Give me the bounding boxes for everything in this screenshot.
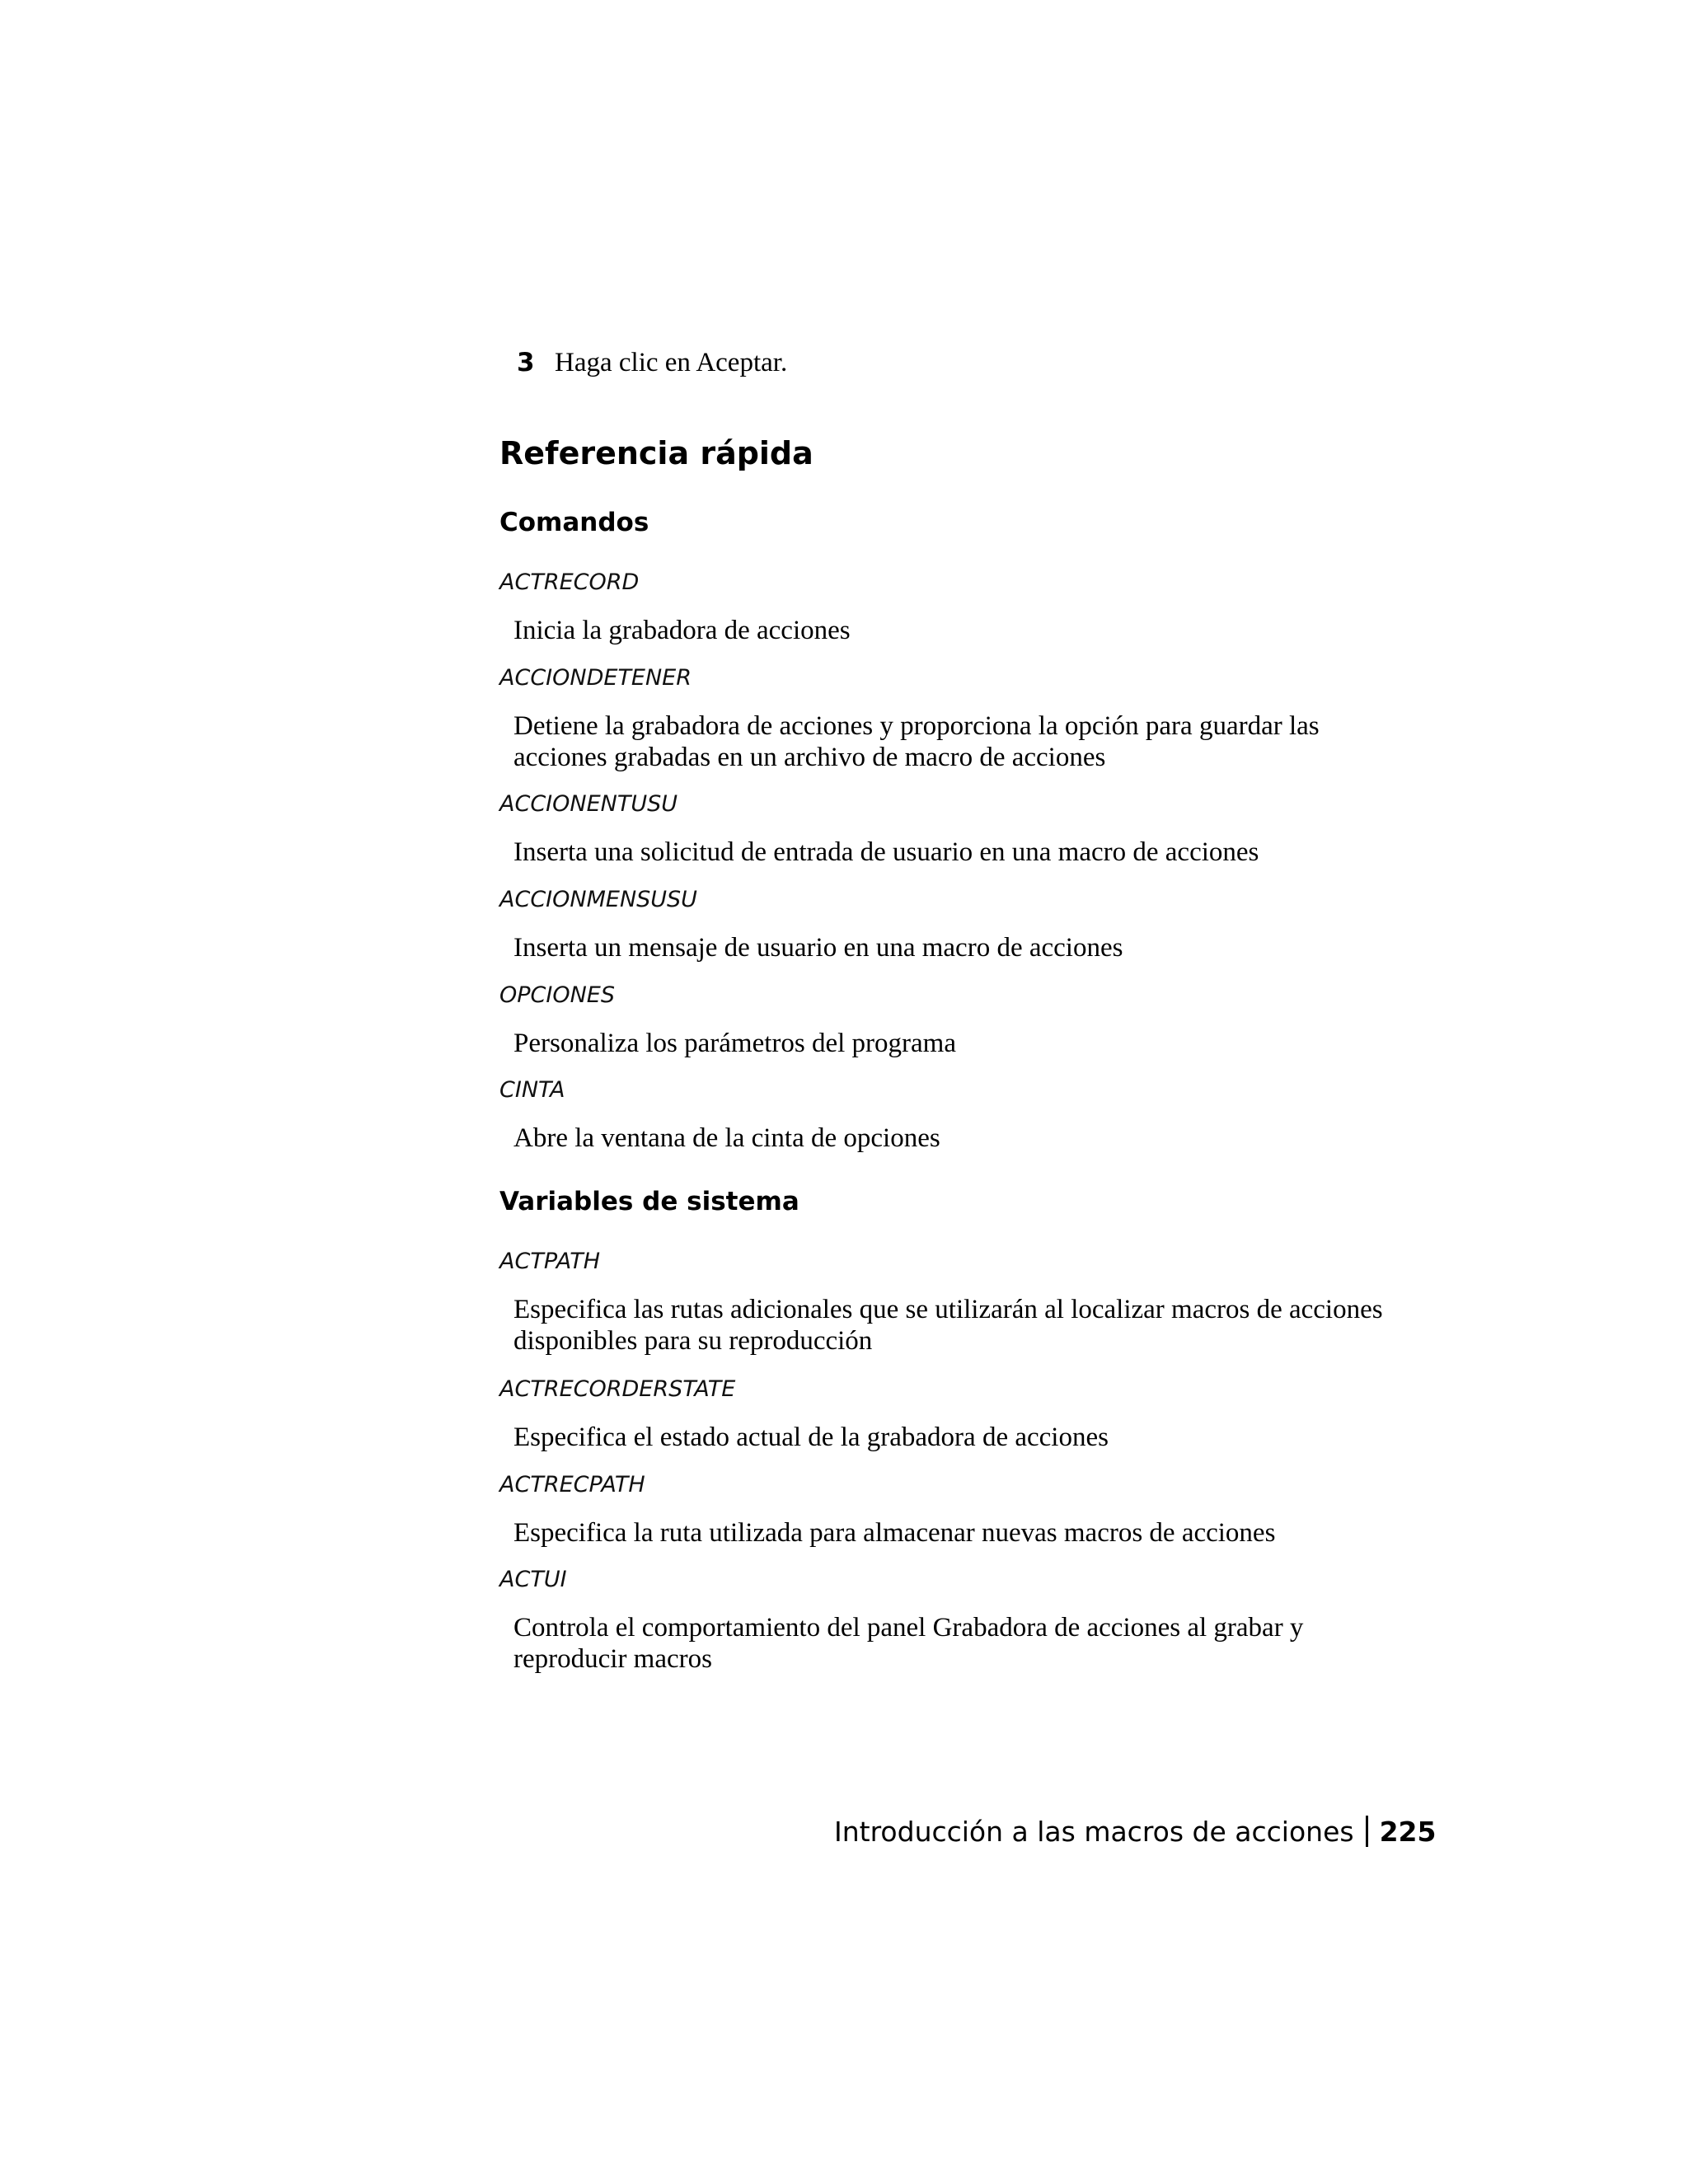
page-number: 225 <box>1379 1816 1437 1848</box>
command-description: Inicia la grabadora de acciones <box>513 616 851 645</box>
page-footer <box>834 1816 1436 1849</box>
sysvar-description: Controla el comportamiento del panel Grabadora de acciones al grabar y reproducir macros <box>513 1613 1304 1674</box>
command-description: Abre la ventana de la cinta de opciones <box>513 1123 940 1153</box>
section-title: Referencia rápida <box>499 435 814 471</box>
command-term: ACTRECORD <box>499 569 640 595</box>
command-term: CINTA <box>499 1077 565 1103</box>
command-description: Personaliza los parámetros del programa <box>513 1029 956 1058</box>
footer-chapter-title: Introducción a las macros de acciones <box>834 1816 1354 1848</box>
sysvar-term: ACTRECPATH <box>499 1472 645 1497</box>
system-variables-heading: Variables de sistema <box>499 1187 799 1216</box>
step-number: 3 <box>517 348 535 377</box>
command-term: OPCIONES <box>499 982 615 1008</box>
commands-heading: Comandos <box>499 508 649 537</box>
sysvar-term: ACTUI <box>499 1567 567 1592</box>
command-term: ACCIONENTUSU <box>499 791 678 817</box>
command-term: ACCIONMENSUSU <box>499 887 697 912</box>
step-item <box>517 346 787 379</box>
sysvar-term: ACTRECORDERSTATE <box>499 1376 736 1402</box>
command-description: Detiene la grabadora de acciones y proporciona la opción para guardar las acciones grabadas en un archivo de macro de acciones <box>513 711 1320 772</box>
command-description: Inserta una solicitud de entrada de usuario en una macro de acciones <box>513 837 1259 867</box>
sysvar-term: ACTPATH <box>499 1249 601 1274</box>
sysvar-description: Especifica la ruta utilizada para almacenar nuevas macros de acciones <box>513 1518 1276 1548</box>
sysvar-description: Especifica el estado actual de la grabadora de acciones <box>513 1422 1109 1452</box>
step-text: Haga clic en Aceptar. <box>555 348 788 377</box>
sysvar-description: Especifica las rutas adicionales que se utilizarán al localizar macros de acciones disponibles para su reproducción <box>513 1295 1383 1356</box>
command-term: ACCIONDETENER <box>499 665 692 691</box>
command-description: Inserta un mensaje de usuario en una macro de acciones <box>513 933 1123 963</box>
footer-separator <box>1366 1816 1368 1847</box>
